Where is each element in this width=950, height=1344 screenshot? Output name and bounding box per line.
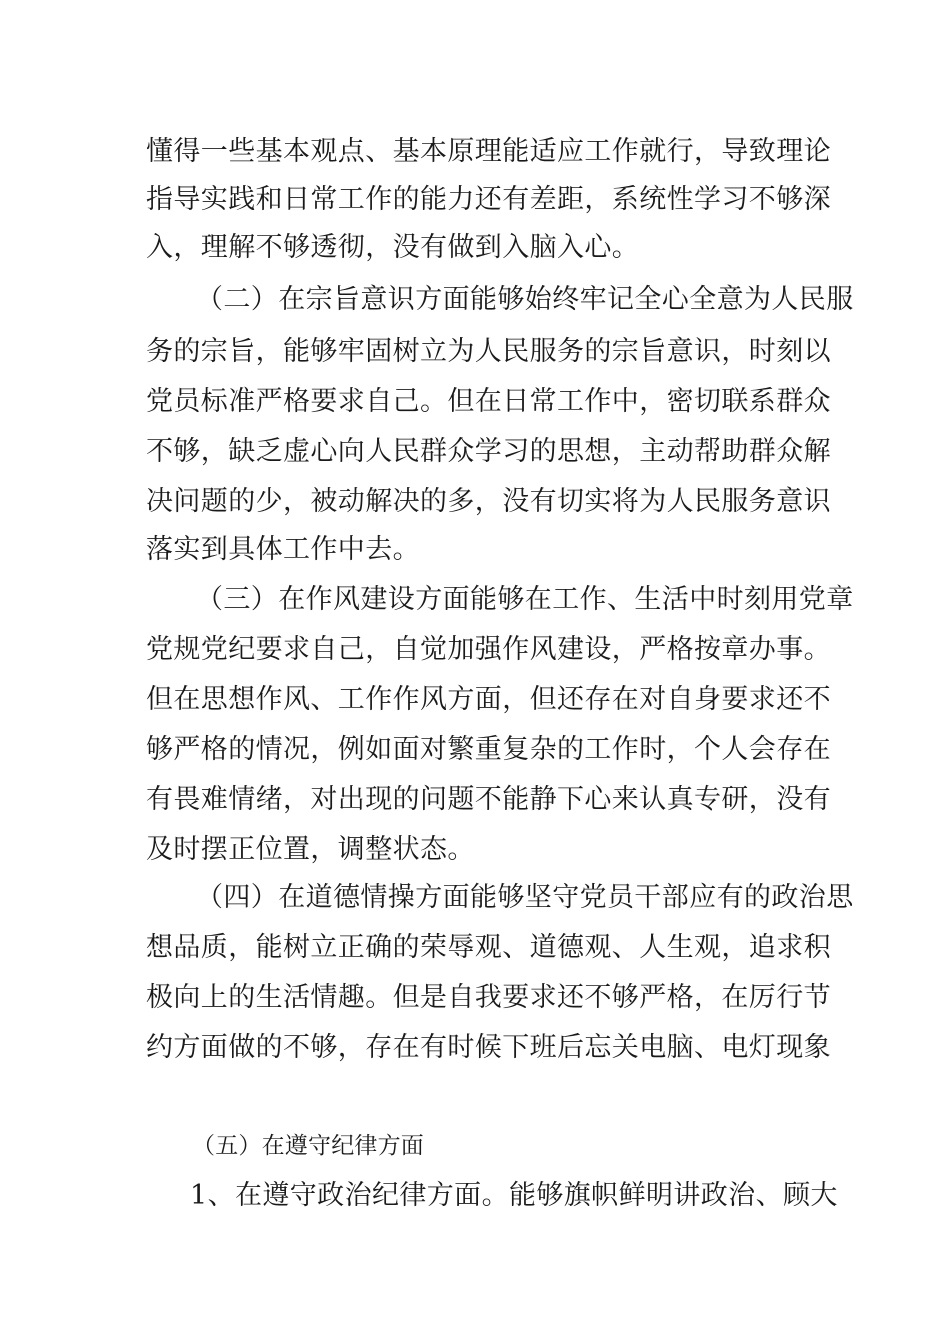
- body-text-line: 想品质，能树立正确的荣辱观、道德观、人生观，追求积: [146, 932, 831, 963]
- body-text-line: 够严格的情况，例如面对繁重复杂的工作时，个人会存在: [146, 734, 831, 765]
- body-text-line: 指导实践和日常工作的能力还有差距，系统性学习不够深: [146, 184, 831, 215]
- body-text-line: 党员标准严格要求自己。但在日常工作中，密切联系群众: [146, 386, 831, 417]
- body-text-line: 及时摆正位置，调整状态。: [146, 834, 475, 865]
- body-text-line: 但在思想作风、工作作风方面，但还存在对自身要求还不: [146, 684, 831, 715]
- body-text-line: 有畏难情绪，对出现的问题不能静下心来认真专研，没有: [146, 784, 831, 815]
- body-text-line: 党规党纪要求自己，自觉加强作风建设，严格按章办事。: [146, 634, 831, 665]
- body-text-line: 入，理解不够透彻，没有做到入脑入心。: [146, 232, 640, 263]
- numbered-item-1: 1、在遵守政治纪律方面。能够旗帜鲜明讲政治、顾大: [190, 1180, 838, 1211]
- body-text-line: 极向上的生活情趣。但是自我要求还不够严格，在厉行节: [146, 982, 831, 1013]
- body-text-line: 务的宗旨，能够牢固树立为人民服务的宗旨意识，时刻以: [146, 336, 831, 367]
- body-text-line: 不够，缺乏虚心向人民群众学习的思想，主动帮助群众解: [146, 436, 831, 467]
- body-text-line: 懂得一些基本观点、基本原理能适应工作就行，导致理论: [146, 136, 831, 167]
- body-text-line: 落实到具体工作中去。: [146, 534, 420, 565]
- body-text-line: 约方面做的不够，存在有时候下班后忘关电脑、电灯现象: [146, 1032, 831, 1063]
- section-4-first-line: （四）在道德情操方面能够坚守党员干部应有的政治思: [196, 882, 854, 913]
- section-3-first-line: （三）在作风建设方面能够在工作、生活中时刻用党章: [196, 584, 854, 615]
- section-2-first-line: （二）在宗旨意识方面能够始终牢记全心全意为人民服: [196, 284, 854, 315]
- body-text-line: 决问题的少，被动解决的多，没有切实将为人民服务意识: [146, 486, 831, 517]
- section-5-heading: （五）在遵守纪律方面: [192, 1133, 424, 1159]
